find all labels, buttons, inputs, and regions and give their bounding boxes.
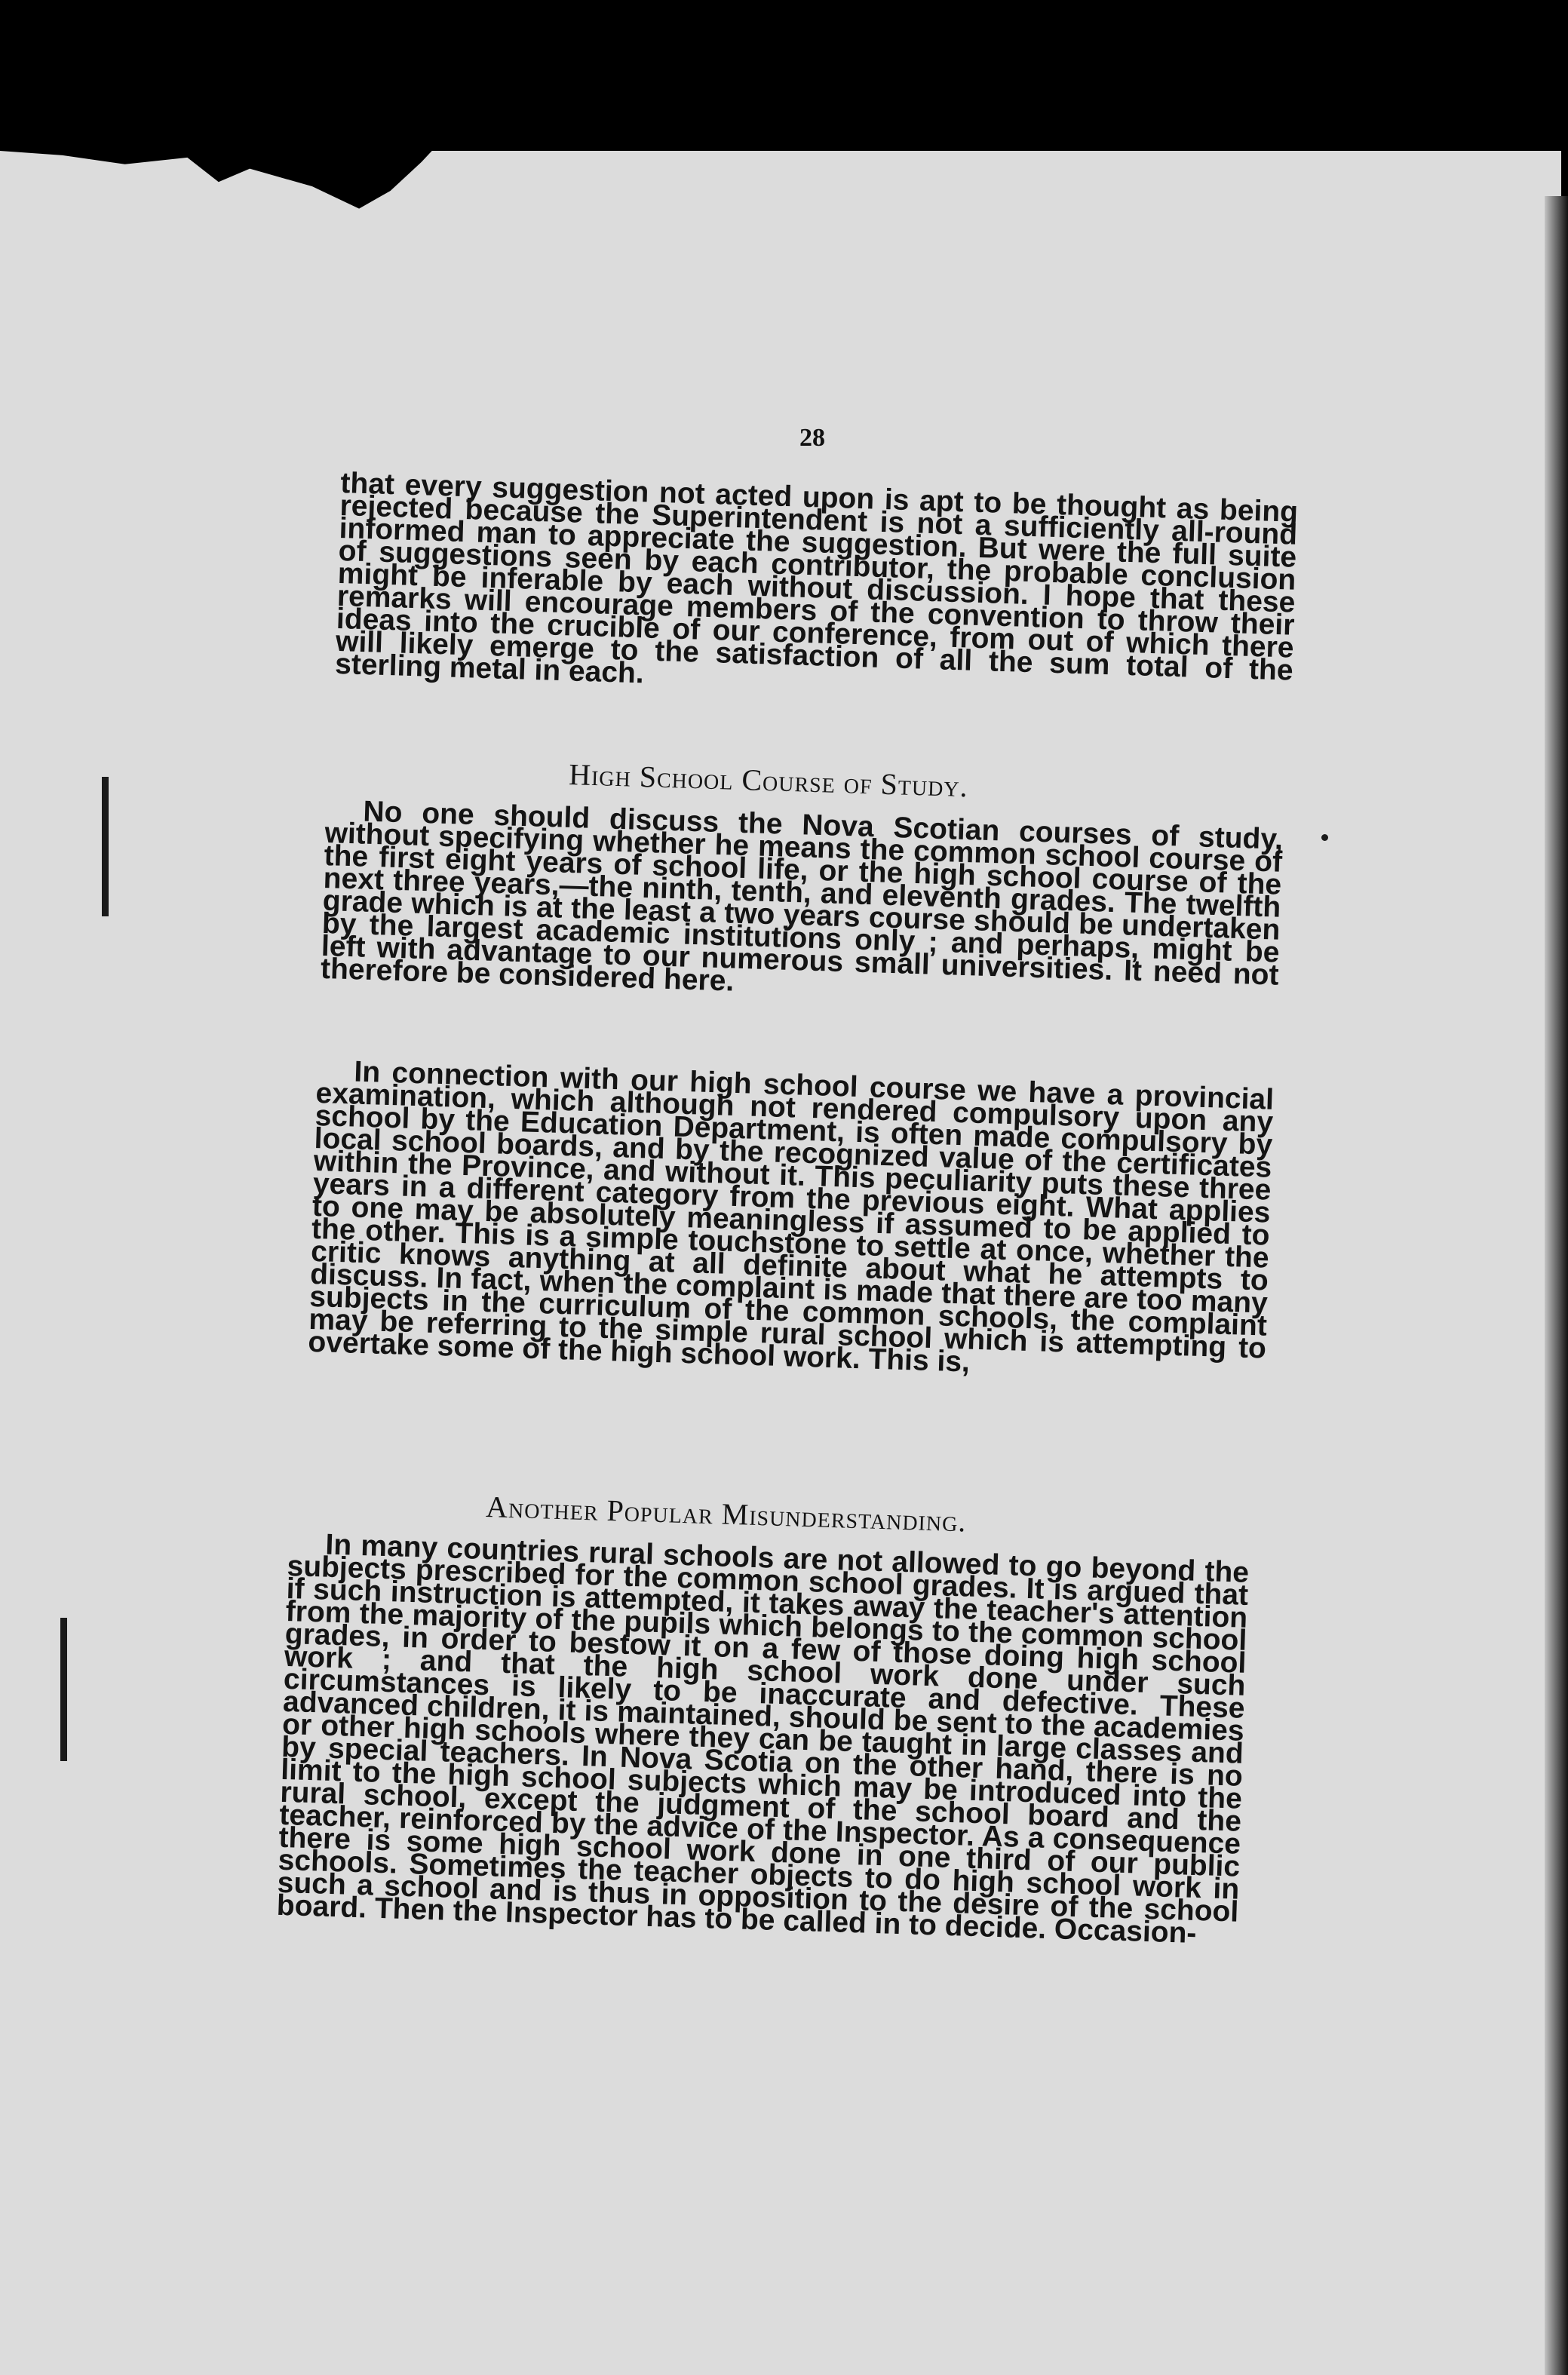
scan-mark: [102, 777, 109, 916]
paragraph-text: In connection with our high school course we have a provincial examination, which although not rendered compulsory upon any school by the Education Department, is often made compulsory by local school boards, and by the recognized value of the certificates within the Province, and without it. This peculiarity puts these three years in a different category from the previous eight. What applies to one may be absolutely meaningless if assumed to be applied to the other. This is a simple touchstone to settle at once, whether the critic knows anything at all definite about what he attempts to discuss. In fact, when the complaint is made that there are too many subjects in the curriculum of the common schools, the complaint may be referring to the simple rural school which is attempting to overtake some of the high school work. This is,: [307, 1055, 1275, 1379]
paragraph-provincial-examination: [307, 1055, 1275, 1383]
paragraph-courses-of-study: [320, 795, 1284, 1010]
page-edge-shadow: [1545, 196, 1568, 2375]
scan-mark: [1321, 834, 1328, 841]
page-number: 28: [799, 424, 825, 452]
section-heading-popular-misunderstanding: Another Popular Misunderstanding.: [485, 1489, 968, 1539]
scan-mark: [60, 1618, 67, 1761]
paragraph-continuation: [334, 467, 1299, 705]
paragraph-text: No one should discuss the Nova Scotian courses of study, without specifying whether he means the common school course of the first eight years of school life, or the high school course of the next three years,—the ninth, tenth, and eleventh grades. The twelfth grade which is at the least a two years course should be undertaken by the largest academic institutions only ; and perhaps, might be left with advantage to our numerous small universities. It need not therefore be considered here.: [320, 795, 1284, 998]
paragraph-text: that every suggestion not acted upon is apt to be thought as being rejected because the Superintendent is not a sufficiently all-round informed man to appreciate the suggestion. But were the full suite of suggestions seen by each contributor, the probable conclusion might be inferable by each without discussion. I hope that these remarks will encourage members of the convention to throw their ideas into the crucible of our conference, from out of which there will likely emerge to the satisfaction of all the sum total of the sterling metal in each.: [334, 467, 1299, 690]
section-heading-high-school-course: High School Course of Study.: [568, 756, 969, 804]
paragraph-rural-schools: [276, 1528, 1250, 1950]
paragraph-text: In many countries rural schools are not allowed to go beyond the subjects prescribed for the common school grades. It is argued that if such instruction is attempted, it takes away the teacher's attention from the majority of the pupils which belongs to the common school grades, in order to bestow it on a few of those doing high school work ; and that the high school work done under such circumstances is likely to be inaccurate and defective. These advanced children, it is maintained, should be sent to the academies or other high schools where they can be taught in large classes and by special teachers. In Nova Scotia on the other hand, there is no limit to the high school subjects which may be introduced into the rural school, except the judgment of the school board and the teacher, reinforced by the advice of the Inspector. As a consequence there is some high school work done in one third of our public schools. Sometimes the teacher objects to do high school work in such a school and is thus in opposition to the desire of the school board. Then the Inspector has to be called in to decide. Occasion-: [276, 1528, 1250, 1950]
